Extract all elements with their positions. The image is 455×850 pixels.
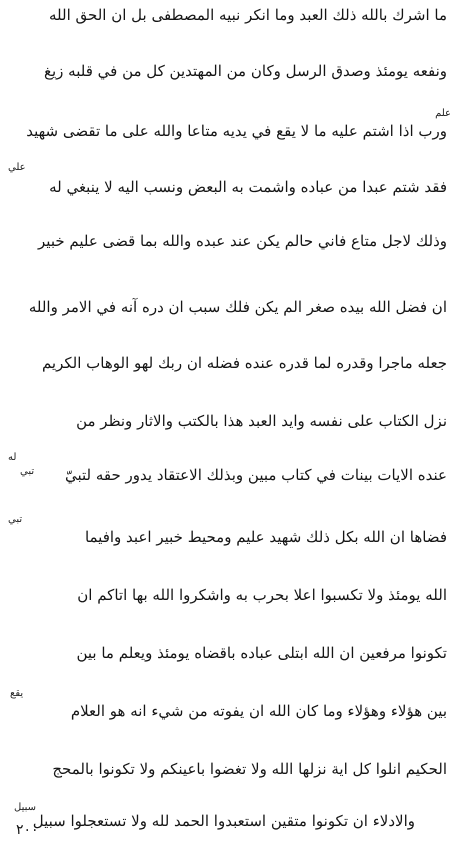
manuscript-line-5: وذلك لاجل متاع فاني حالم يكن عند عبده والله بما قضى عليم خبير (38, 232, 447, 250)
manuscript-line-15: والادلاء ان تكونوا متقين استعبدوا الحمد لله ولا تستعجلوا سبيل (32, 812, 415, 830)
manuscript-line-14: الحكيم انلوا كل اية نزلها الله ولا تغضوا باعينكم ولا تكونوا بالمحج (52, 760, 447, 778)
margin-gloss-6: يقع (10, 688, 24, 699)
manuscript-line-1: ما اشرك بالله ذلك العبد وما انكر نبيه المصطفى بل ان الحق الله (48, 6, 447, 24)
manuscript-line-9: عنده الايات بينات في كتاب مبين وبذلك الاعتقاد يدور حقه لتبيّ (64, 466, 447, 484)
manuscript-line-8: نزل الكتاب على نفسه وايد العبد هذا بالكتب والاثار ونظر من (76, 412, 447, 430)
margin-gloss-5: تبي (8, 514, 23, 525)
manuscript-line-12: تكونوا مرفعين ان الله ابتلى عباده باقضاه يومئذ ويعلم ما بين (76, 644, 447, 662)
margin-gloss-7: سبيل (14, 802, 36, 813)
manuscript-line-11: الله يومئذ ولا تكسبوا اعلا بحرب به واشكروا الله بها اتاكم ان (77, 586, 447, 604)
manuscript-line-10: فضاها ان الله بكل ذلك شهيد عليم ومحيط خبير اعبد وافيما (84, 528, 447, 546)
page-number: ٢٠٠ (16, 822, 39, 838)
manuscript-line-13: بين هؤلاء وهؤلاء وما كان الله ان يفوته من شيء انه هو العلام (70, 702, 447, 720)
margin-gloss-1: علم (435, 108, 451, 119)
margin-gloss-2: علي (8, 162, 26, 173)
manuscript-line-3: ورب اذا اشتم عليه ما لا يقع في يديه متاعا والله على ما تقضى شهيد (26, 122, 447, 140)
margin-gloss-4: تبي (20, 466, 35, 477)
margin-gloss-3: له (8, 452, 17, 463)
manuscript-line-6: ان فضل الله بيده صغر الم يكن فلك سبب ان دره آنه في الامر والله (28, 298, 447, 316)
manuscript-line-4: فقد شتم عبدا من عباده واشمت به البعض ونسب اليه لا ينبغي له (49, 178, 447, 196)
manuscript-line-2: ونفعه يومئذ وصدق الرسل وكان من المهتدين كل من في قلبه زيغ (43, 62, 447, 80)
manuscript-line-7: جعله ماجرا وقدره لما قدره عنده فضله ان ربك لهو الوهاب الكريم (41, 354, 447, 372)
